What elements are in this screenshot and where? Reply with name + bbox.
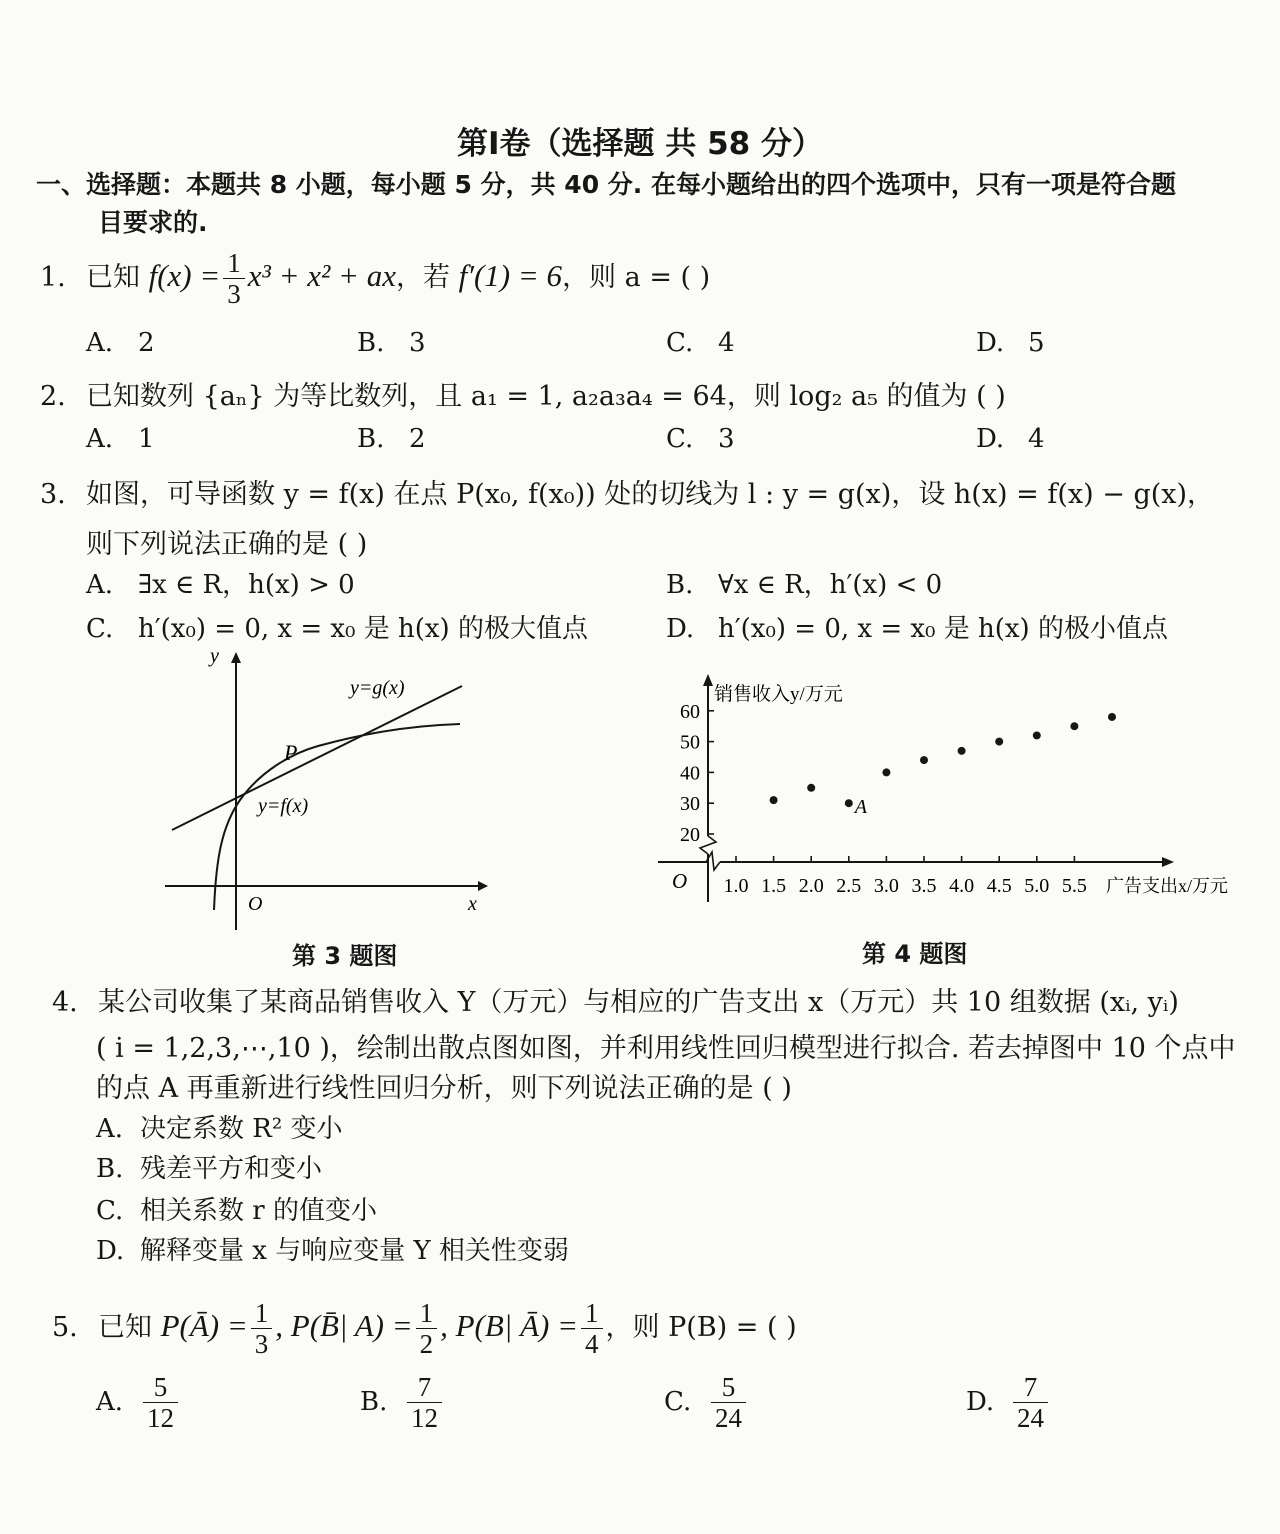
scatter-point — [845, 799, 853, 807]
q4-option-d[interactable]: D. 解释变量 x 与响应变量 Y 相关性变弱 — [96, 1236, 569, 1266]
origin-label: O — [248, 893, 263, 915]
question-1 — [40, 248, 710, 309]
question-number: 1. — [40, 262, 66, 293]
scatter-point — [995, 738, 1003, 746]
figure-3-graph — [150, 648, 510, 938]
y-axis-label: y — [210, 648, 219, 667]
y-axis-break — [700, 836, 716, 854]
y-axis-arrow — [703, 674, 713, 686]
math-expression: f′(1) = 6 — [458, 258, 563, 293]
q3-option-c[interactable]: C. h′(x₀) = 0, x = x₀ 是 h(x) 的极大值点 — [86, 614, 588, 644]
y-axis-title: 销售收入y/万元 — [714, 684, 843, 705]
tangent-label: y=g(x) — [350, 677, 405, 699]
q5-option-b[interactable]: B. $\frac{7}{12}$ — [360, 1372, 445, 1433]
question-number: 3. — [40, 479, 66, 510]
y-tick-label: 30 — [680, 793, 700, 816]
x-tick-label: 1.0 — [723, 875, 749, 897]
q2-option-c[interactable]: C. 3 — [666, 424, 735, 454]
question-4 — [52, 980, 1179, 1019]
q1-option-d[interactable]: D. 5 — [976, 328, 1045, 358]
figure-4-scatter-chart — [650, 664, 1275, 922]
x-axis-arrow — [1162, 857, 1174, 867]
q3-option-d[interactable]: D. h′(x₀) = 0, x = x₀ 是 h(x) 的极小值点 — [666, 614, 1168, 644]
scatter-point — [807, 784, 815, 792]
question-4-line-3: 的点 A 再重新进行线性回归分析，则下列说法正确的是 ( ) — [96, 1073, 792, 1104]
question-text: ，则 a = ( ) — [562, 262, 711, 293]
q5-option-a[interactable]: A. $\frac{5}{12}$ — [96, 1372, 181, 1433]
fraction: $\frac{1}{3}$ — [251, 1298, 273, 1359]
figure-4-caption: 第 4 题图 — [862, 940, 968, 968]
math-expression: f(x) = — [148, 258, 221, 293]
q4-option-b[interactable]: B. 残差平方和变小 — [96, 1154, 323, 1184]
section-line-2: 目要求的. — [98, 208, 208, 237]
curve-f — [214, 724, 460, 910]
q1-option-b[interactable]: B. 3 — [357, 328, 426, 358]
section-line-1: 一、选择题：本题共 8 小题，每小题 5 分，共 40 分. 在每小题给出的四个选项中，只有一项是符合题 — [36, 170, 1177, 199]
y-axis-arrow — [231, 652, 241, 663]
q4-option-a[interactable]: A. 决定系数 R² 变小 — [96, 1114, 343, 1144]
question-number: 4. — [52, 987, 78, 1018]
question-3-line-2: 则下列说法正确的是 ( ) — [86, 529, 368, 560]
y-tick-label: 50 — [680, 731, 700, 754]
point-p-label: P — [284, 740, 298, 765]
x-tick-label: 5.0 — [1024, 875, 1050, 897]
scatter-point — [1070, 722, 1078, 730]
question-text: 已知 — [98, 1312, 161, 1343]
x-axis-title: 广告支出x/万元 — [1106, 876, 1229, 896]
question-text: ，若 — [396, 262, 459, 293]
x-tick-label: 5.5 — [1061, 875, 1087, 897]
point-a-label: A — [854, 796, 868, 819]
question-4-line-2: ( i = 1,2,3,⋯,10 )，绘制出散点图如图，并利用线性回归模型进行拟合. 若去掉图中 10 个点中 — [96, 1033, 1236, 1064]
curve-label: y=f(x) — [258, 795, 309, 817]
tangent-line — [172, 686, 462, 830]
question-number: 5. — [52, 1312, 78, 1343]
question-3 — [40, 472, 1214, 511]
x-tick-label: 3.5 — [911, 875, 937, 897]
question-5 — [52, 1298, 797, 1359]
fraction: $\frac{1}{2}$ — [416, 1298, 438, 1359]
x-tick-label: 2.5 — [836, 875, 862, 897]
q5-option-c[interactable]: C. $\frac{5}{24}$ — [664, 1372, 749, 1433]
q1-option-c[interactable]: C. 4 — [666, 328, 735, 358]
scatter-point — [1108, 713, 1116, 721]
x-tick-label: 4.5 — [986, 875, 1012, 897]
question-text: ，则 P(B) = ( ) — [605, 1312, 797, 1343]
x-tick-label: 2.0 — [798, 875, 824, 897]
question-text: 某公司收集了某商品销售收入 Y（万元）与相应的广告支出 x（万元）共 10 组数据 (xᵢ, yᵢ) — [98, 987, 1179, 1018]
question-text: 已知数列 {aₙ} 为等比数列，且 a₁ = 1, a₂a₃a₄ = 64，则 log₂ a₅ 的值为 ( ) — [86, 381, 1006, 412]
math-expression: , P(B| Ā) = — [440, 1308, 579, 1343]
math-expression: P(Ā) = — [160, 1308, 248, 1343]
question-text: 如图，可导函数 y = f(x) 在点 P(x₀, f(x₀)) 处的切线为 l : y = g(x)，设 h(x) = f(x) − g(x)， — [86, 479, 1215, 510]
x-axis-arrow — [478, 881, 488, 891]
y-tick-label: 40 — [680, 762, 700, 785]
math-expression: , P(B̄| A) = — [275, 1308, 413, 1343]
y-tick-label: 20 — [680, 824, 700, 846]
section-instructions — [36, 166, 1176, 242]
x-tick-label: 1.5 — [761, 875, 787, 897]
scatter-point — [958, 747, 966, 755]
q1-option-a[interactable]: A. 2 — [86, 328, 155, 358]
q3-option-b[interactable]: B. ∀x ∈ R，h′(x) < 0 — [666, 570, 943, 600]
q2-option-b[interactable]: B. 2 — [357, 424, 426, 454]
q3-option-a[interactable]: A. ∃x ∈ R，h(x) > 0 — [86, 570, 355, 600]
x-axis-label: x — [468, 893, 477, 915]
q4-option-c[interactable]: C. 相关系数 r 的值变小 — [96, 1196, 377, 1226]
fraction: $\frac{1}{3}$ — [223, 248, 245, 309]
scatter-point — [920, 756, 928, 764]
scatter-point — [770, 796, 778, 804]
y-tick-label: 60 — [680, 700, 700, 723]
x-tick-label: 3.0 — [873, 875, 899, 897]
question-text: 已知 — [86, 262, 149, 293]
question-number: 2. — [40, 381, 66, 412]
scatter-point — [882, 768, 890, 776]
origin-label: O — [672, 869, 688, 893]
q5-option-d[interactable]: D. $\frac{7}{24}$ — [966, 1372, 1051, 1433]
q2-option-a[interactable]: A. 1 — [86, 424, 155, 454]
scatter-point — [1033, 731, 1041, 739]
figure-3-caption: 第 3 题图 — [292, 942, 398, 970]
math-expression: x³ + x² + ax — [247, 258, 396, 293]
fraction: $\frac{1}{4}$ — [581, 1298, 603, 1359]
exam-part-title: 第Ⅰ卷（选择题 共 58 分） — [456, 126, 824, 162]
q2-option-d[interactable]: D. 4 — [976, 424, 1045, 454]
x-tick-label: 4.0 — [949, 875, 975, 897]
question-2 — [40, 374, 1006, 413]
